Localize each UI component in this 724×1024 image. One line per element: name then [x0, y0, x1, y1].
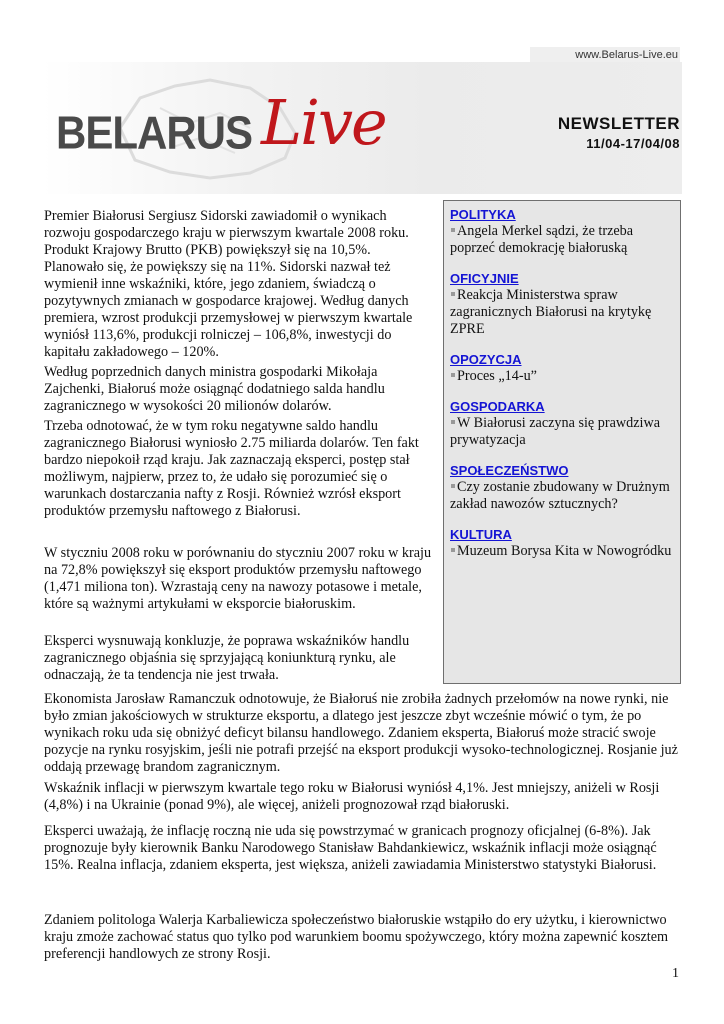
bullet-icon	[451, 548, 455, 552]
sidebar-heading-culture[interactable]: KULTURA	[450, 527, 512, 542]
news-index-sidebar	[443, 200, 681, 684]
sidebar-section-culture	[450, 527, 674, 560]
sidebar-heading-politics[interactable]: POLITYKA	[450, 207, 516, 222]
bullet-icon	[451, 373, 455, 377]
bullet-icon	[451, 420, 455, 424]
article-paragraph: Premier Białorusi Sergiusz Sidorski zawiadomił o wynikach rozwoju gospodarczego kraju w pierwszym kwartale 2008 roku. Produkt Krajowy Brutto (PKB) powiększył się na 10,5%. Planowało się, że powiększy się na 11%. Sidorski nazwał też wymienił inne wskaźniki, które, jego zdaniem, świadczą o pozytywnych zmianach w gospodarce krajowej. Według danych premiera, wzrost produkcji przemysłowej w pierwszym kwartale wyniósł 113,6%, produkcji rolniczej – 106,8%, inwestycji do kapitału zakładowego – 120%.	[44, 208, 413, 360]
article-paragraph: Eksperci wysnuwają konkluzje, że poprawa wskaźników handlu zagranicznego objaśnia się sprzyjającą koniunkturą rynku, ale odnaczają, że ta tendencja nie jest trwała.	[44, 633, 410, 683]
newsletter-title: NEWSLETTER	[557, 114, 680, 133]
sidebar-item-text: Reakcja Ministerstwa spraw zagranicznych Białorusi na krytykę ZPRE	[450, 287, 652, 337]
article-paragraph: Trzeba odnotować, że w tym roku negatywne saldo handlu zagranicznego Białorusi wyniosło 2.75 miliarda dolarów. Ten fakt bardzo niepokoił rząd kraju. Jak zaznaczają eksperci, postęp stał możliwym, najpierw, przez to, że udało się porozumieć się o warunkach dostarczania nafty z Rosji. Również wzrósł eksport produktów przemysłu naftowego z Białorusi.	[44, 418, 419, 519]
article-paragraph: Eksperci uważają, że inflację roczną nie uda się powstrzymać w granicach prognozy oficjalnej (6-8%). Jak prognozuje były kierownik Banku Narodowego Stanisław Bahdankiewicz, wskaźnik inflacji może osiągnąć 15%. Realna inflacja, zdaniem eksperta, jest większa, aniżeli zawiadamia Ministerstwo statystyki Białorusi.	[44, 823, 657, 873]
sidebar-section-official	[450, 271, 674, 338]
sidebar-item-text: W Białorusi zaczyna się prawdziwa prywatyzacja	[450, 415, 661, 448]
logo-belarus-text: BELARUS	[56, 106, 253, 159]
newsletter-dates: 11/04-17/04/08	[586, 136, 680, 151]
sidebar-heading-official[interactable]: OFICYJNIE	[450, 271, 519, 286]
sidebar-section-society	[450, 463, 674, 513]
site-url[interactable]: www.Belarus-Live.eu	[530, 47, 680, 63]
sidebar-item[interactable]	[450, 368, 674, 385]
article-paragraph: Zdaniem politologa Walerja Karbaliewicza społeczeństwo białoruskie wstąpiło do ery użytku, i kierownictwo kraju zmoże zachować status quo tylko pod warunkiem boomu spożywczego, który można zapewnić kosztem preferencji handlowych ze strony Rosji.	[44, 912, 669, 962]
sidebar-section-politics	[450, 207, 674, 257]
article-paragraph: W styczniu 2008 roku w porównaniu do styczniu 2007 roku w kraju na 72,8% powiększył się eksport produktów przemysłu naftowego (1,471 miliona ton). Wzrastają ceny na nawozy potasowe i metale, które są ważnymi artykułami w eksporcie białoruskim.	[44, 545, 432, 612]
sidebar-item[interactable]	[450, 415, 674, 449]
sidebar-section-economy	[450, 399, 674, 449]
sidebar-section-opposition	[450, 352, 674, 385]
sidebar-item[interactable]	[450, 479, 674, 513]
sidebar-item-text: Proces „14-u”	[457, 368, 537, 384]
article-paragraph: Wskaźnik inflacji w pierwszym kwartale tego roku w Białorusi wyniósł 4,1%. Jest mniejszy, aniżeli w Rosji (4,8%) i na Ukrainie (ponad 9%), ale więcej, aniżeli prognozował rząd białoruski.	[44, 780, 660, 813]
sidebar-item[interactable]	[450, 223, 674, 257]
belarus-live-logo[interactable]	[56, 86, 386, 180]
logo-live-script: Live	[261, 86, 386, 159]
sidebar-heading-opposition[interactable]: OPOZYCJA	[450, 352, 522, 367]
bullet-icon	[451, 228, 455, 232]
bullet-icon	[451, 484, 455, 488]
sidebar-item[interactable]	[450, 287, 674, 338]
sidebar-item-text: Angela Merkel sądzi, że trzeba poprzeć demokrację białoruską	[450, 223, 634, 256]
page-number: 1	[672, 966, 679, 981]
sidebar-item-text: Muzeum Borysa Kita w Nowogródku	[457, 543, 672, 559]
sidebar-item[interactable]	[450, 543, 674, 560]
sidebar-heading-economy[interactable]: GOSPODARKA	[450, 399, 545, 414]
sidebar-item-text: Czy zostanie zbudowany w Drużnym zakład nawozów sztucznych?	[450, 479, 670, 512]
article-paragraph: Ekonomista Jarosław Ramanczuk odnotowuje, że Białoruś nie zrobiła żadnych przełomów na nowe rynki, nie było zmian jakościowych w strukturze eksportu, a dlatego jest jeszcze zbyt wcześnie mówić o tym, że po wynikach roku uda się obniżyć deficyt bilansu handlowego. Zdaniem eksperta, Białoruś może stracić swoje pozycje na rynku rosyjskim, jeśli nie potrafi przejść na eksport produkcji wysoko-technologicznej. Rosjanie już oddają przewagę brandom zagranicznym.	[44, 691, 678, 775]
bullet-icon	[451, 292, 455, 296]
article-paragraph: Według poprzednich danych ministra gospodarki Mikołaja Zajchenki, Białoruś może osiągnąć dodatniego salda handlu zagranicznego w wysokości 20 milionów dolarów.	[44, 364, 385, 414]
sidebar-heading-society[interactable]: SPOŁECZEŃSTWO	[450, 463, 569, 478]
